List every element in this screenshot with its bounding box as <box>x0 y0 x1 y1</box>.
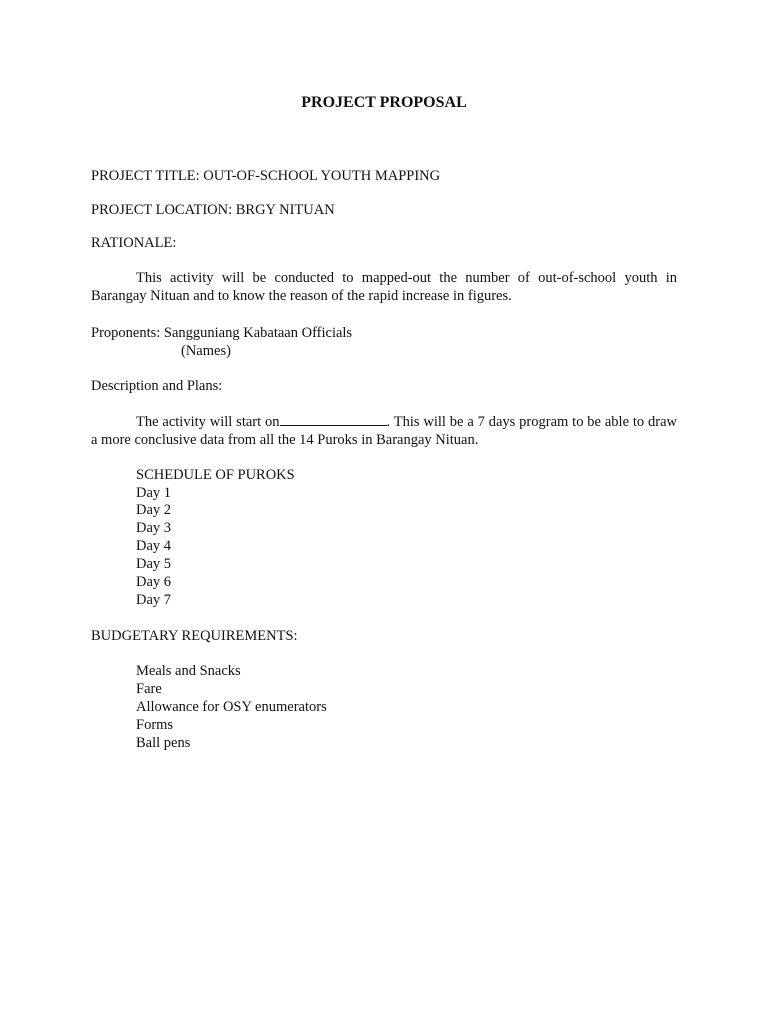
schedule-day: Day 6 <box>136 574 172 590</box>
proponents-names: (Names) <box>181 343 231 359</box>
budget-item: Allowance for OSY enumerators <box>136 699 327 715</box>
schedule-day: Day 7 <box>136 592 172 608</box>
proponents-label: Proponents: Sangguniang Kabataan Officials <box>91 325 353 341</box>
schedule-heading: SCHEDULE OF PUROKS <box>136 467 295 483</box>
description-label: Description and Plans: <box>91 378 223 394</box>
document-heading: PROJECT PROPOSAL <box>301 94 467 111</box>
description-text <box>91 412 677 449</box>
budget-item: Forms <box>136 717 174 733</box>
schedule-day: Day 3 <box>136 520 172 536</box>
project-location: PROJECT LOCATION: BRGY NITUAN <box>91 202 335 218</box>
description-start: The activity will start on <box>136 414 280 430</box>
start-date-blank <box>280 412 387 426</box>
rationale-text: This activity will be conducted to mapped-out the number of out-of-school youth in Barangay Nituan and to know the reason of the rapid increase in figures. <box>91 270 677 304</box>
schedule-day: Day 2 <box>136 502 172 518</box>
budget-item: Fare <box>136 681 162 697</box>
project-title: PROJECT TITLE: OUT-OF-SCHOOL YOUTH MAPPING <box>91 168 441 184</box>
schedule-day: Day 5 <box>136 556 172 572</box>
description-rest: . This will be a 7 days program to be able to draw a more conclusive data from all the 14 Puroks in Barangay Nituan. <box>91 414 677 448</box>
budget-label: BUDGETARY REQUIREMENTS: <box>91 628 298 644</box>
schedule-day: Day 4 <box>136 538 172 554</box>
budget-item: Ball pens <box>136 735 191 751</box>
schedule-day: Day 1 <box>136 485 172 501</box>
budget-item: Meals and Snacks <box>136 663 241 679</box>
rationale-label: RATIONALE: <box>91 235 177 251</box>
